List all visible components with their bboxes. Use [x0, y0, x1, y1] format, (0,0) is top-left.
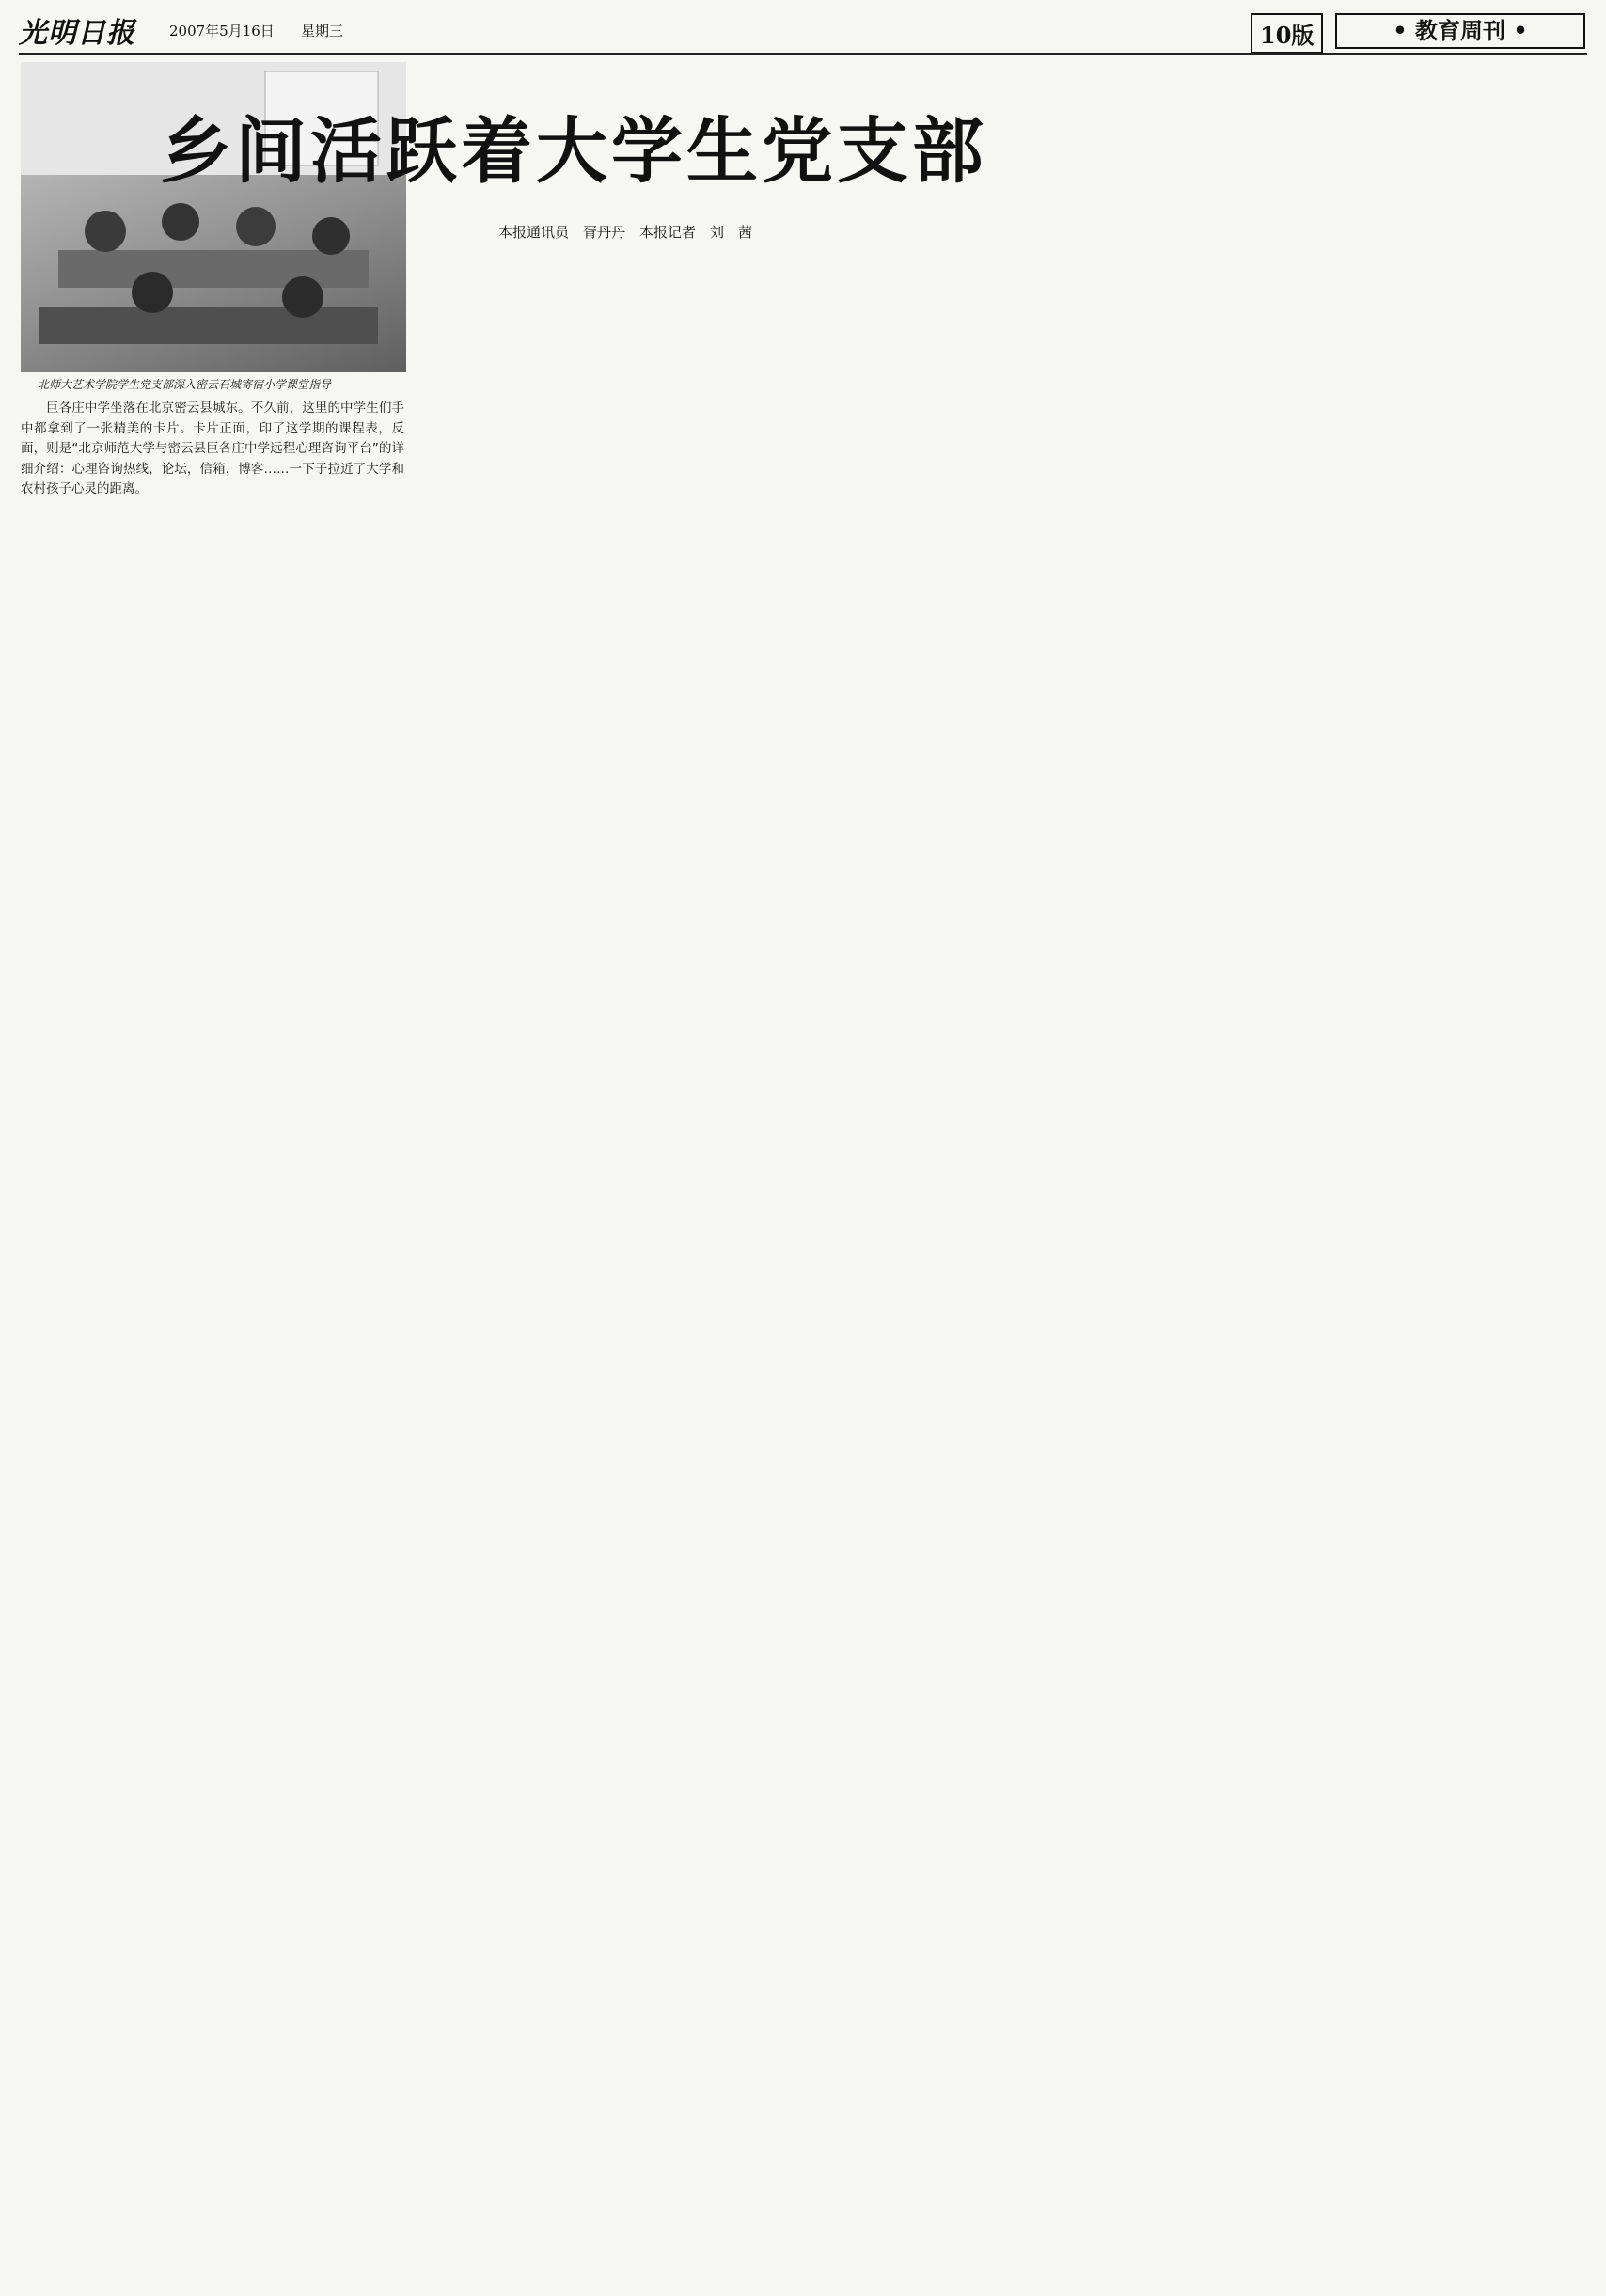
- issue-weekday: 星期三: [301, 23, 344, 39]
- paragraph: 巨各庄中学坐落在北京密云县城东。不久前，这里的中学生们手中都拿到了一张精美的卡片。卡片正面，印了这学期的课程表，反面，则是“北京师范大学与密云县巨各庄中学远程心理咨询平台”的详细介绍：心理咨询热线，论坛，信箱，博客……一下子拉近了大学和农村孩子心灵的距离。: [21, 401, 404, 496]
- article-a1-col1: [21, 399, 404, 700]
- byline-a1: 本报通讯员 胥丹丹 本报记者 刘 茜: [498, 224, 753, 241]
- headline-a1: 乡间活跃着大学生党支部: [160, 109, 987, 193]
- masthead-rule: [19, 53, 1587, 55]
- page-number: 10版: [1251, 13, 1323, 54]
- masthead: [19, 8, 1587, 55]
- section-name: • 教育周刊 •: [1335, 13, 1585, 49]
- newspaper-logo: 光明日报: [19, 17, 135, 50]
- photo-caption: 北师大艺术学院学生党支部深入密云石城寄宿小学课堂指导: [38, 378, 332, 391]
- issue-date: 2007年5月16日: [169, 23, 275, 39]
